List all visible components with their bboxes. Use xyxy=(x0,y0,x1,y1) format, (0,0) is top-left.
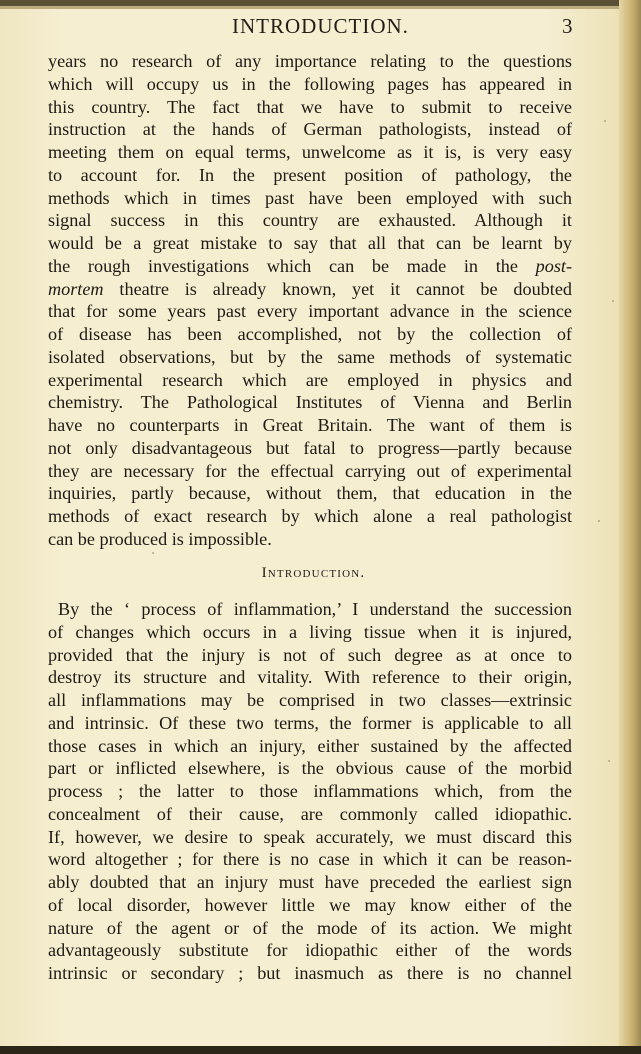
paragraph-2-line: concealment of their cause, are commonly called idiopathic. xyxy=(48,803,572,824)
paragraph-1-line: that for some years past every important advance in the science xyxy=(48,301,572,322)
paragraph-1-line: not only disadvantageous but fatal to progress—partly because xyxy=(48,437,572,458)
paragraph-2-line: of changes which occurs in a living tissue when it is injured, xyxy=(48,621,572,642)
paragraph-1-line: methods of exact research by which alone a real pathologist xyxy=(48,506,572,526)
italic-term: post- xyxy=(535,255,572,276)
section-heading-text: Introduction. xyxy=(261,565,366,581)
paragraph-1-line: of disease has been accomplished, not by the collection of xyxy=(48,324,572,344)
running-head xyxy=(0,12,641,42)
paragraph-2-line: and intrinsic. Of these two terms, the former is applicable to all xyxy=(48,712,572,733)
paragraph-1 xyxy=(48,50,572,551)
paragraph-1-line: would be a great mistake to say that all that can be learnt by xyxy=(48,233,572,253)
paragraph-2-line: ably doubted that an injury must have preceded the earliest sign xyxy=(48,872,572,892)
paragraph-1-line: have no counterparts in Great Britain. The want of them is xyxy=(48,415,572,435)
paragraph-2-line: provided that the injury is not of such degree as at once to xyxy=(48,644,572,665)
paragraph-2-line: of local disorder, however little we may know either of the xyxy=(48,894,572,915)
section-heading xyxy=(0,565,641,582)
italic-term: mortem xyxy=(48,278,104,299)
paragraph-1-line-italic-post: the rough investigations which can be made in the post- xyxy=(48,255,572,276)
paragraph-1-line: this country. The fact that we have to submit to receive xyxy=(48,96,572,117)
paragraph-2-line: those cases in which an injury, either sustained by the affected xyxy=(48,735,572,756)
paragraph-1-line: can be produced is impossible. xyxy=(48,528,272,549)
paragraph-2-line: process ; the latter to those inflammations which, from the xyxy=(48,781,572,801)
paragraph-2-line: destroy its structure and vitality. With reference to their origin, xyxy=(48,667,572,688)
paragraph-2-line: nature of the agent or of the mode of its action. We might xyxy=(48,917,572,938)
paragraph-1-line: which will occupy us in the following pages has appeared in xyxy=(48,73,572,94)
paragraph-1-line: meeting them on equal terms, unwelcome as it is, is very easy xyxy=(48,142,572,162)
paragraph-2-line: word altogether ; for there is no case in which it can be reason- xyxy=(48,849,572,870)
paragraph-1-line: signal success in this country are exhausted. Although it xyxy=(48,210,572,231)
paragraph-1-line: experimental research which are employed in physics and xyxy=(48,369,572,390)
paper-speck xyxy=(612,300,614,302)
paragraph-1-line: inquiries, partly because, without them, that education in the xyxy=(48,483,572,504)
paragraph-1-line: years no research of any importance relating to the questions xyxy=(48,51,572,71)
page-edge-gutter xyxy=(619,0,641,1054)
paper-speck xyxy=(598,520,600,522)
paper-speck xyxy=(604,120,606,122)
top-edge-shadow xyxy=(0,6,641,9)
paragraph-1-line: chemistry. The Pathological Institutes of Vienna and Berlin xyxy=(48,392,572,413)
paragraph-1-line: methods which in times past have been employed with such xyxy=(48,187,572,208)
paragraph-2-line: part or inflicted elsewhere, is the obvious cause of the morbid xyxy=(48,758,572,779)
paragraph-2-line: all inflammations may be comprised in two classes—extrinsic xyxy=(48,690,572,710)
paragraph-1-line: to account for. In the present position of pathology, the xyxy=(48,164,572,185)
paper-speck xyxy=(608,760,610,762)
paper-speck xyxy=(152,552,154,554)
paragraph-1-line: isolated observations, but by the same methods of systematic xyxy=(48,346,572,367)
paragraph-2-line: If, however, we desire to speak accurately, we must discard this xyxy=(48,826,572,847)
paragraph-2-line: intrinsic or secondary ; but inasmuch as there is no channel xyxy=(48,963,572,983)
running-head-title: INTRODUCTION. xyxy=(232,14,409,38)
paragraph-2-line: By the ‘ process of inflammation,’ I understand the succession xyxy=(58,599,572,619)
paragraph-1-line: instruction at the hands of German pathologists, instead of xyxy=(48,119,572,140)
bottom-edge-shadow xyxy=(0,1046,641,1054)
paragraph-2 xyxy=(48,598,572,985)
paragraph-1-line: they are necessary for the effectual carrying out of experimental xyxy=(48,460,572,481)
paragraph-1-line-italic-mortem: mortem theatre is already known, yet it cannot be doubted xyxy=(48,278,572,299)
page-number: 3 xyxy=(562,14,573,38)
paragraph-2-line: advantageously substitute for idiopathic either of the words xyxy=(48,940,572,961)
